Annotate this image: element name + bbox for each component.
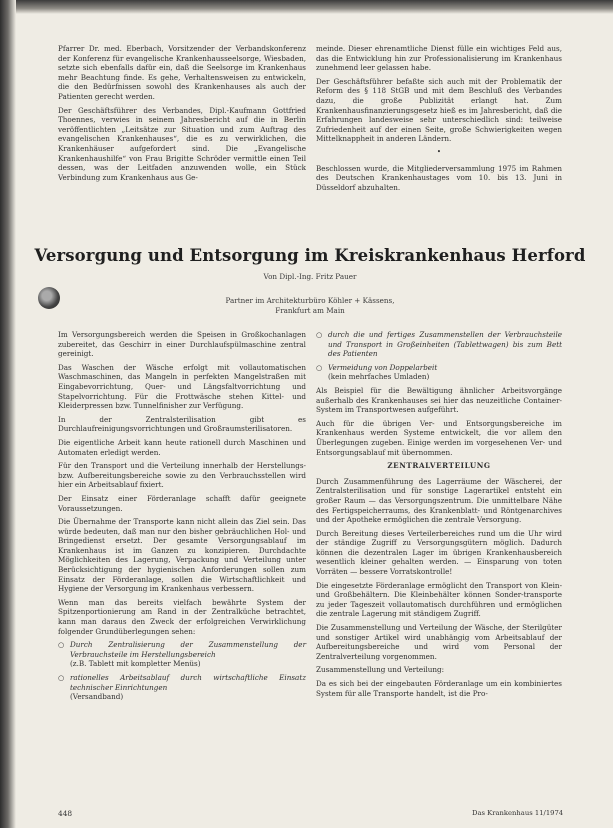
affiliation-line-1: Partner im Architekturbüro Köhler + Kässens, xyxy=(225,296,395,305)
main-left-paragraph-2: Das Waschen der Wäsche erfolgt mit vollautomatischen Waschmaschinen, das Mangeln in perfekten Mangelstraßen mit Eingabevorrichtung, Quer- und Längsfaltvorrichtung und Stapelvorrichtung. Für die Frottwäsche stehen Kittel- und Kleiderpressen bzw. Tunnelfinisher zur Verfügung. xyxy=(58,362,306,411)
list-item-text xyxy=(70,673,306,702)
list-item-main: durch die und fertiges Zusammenstellen der Verbrauchsteile und Transport in Großeinheiten (Tablettwagen) bis zum Bett des Patienten xyxy=(328,330,562,359)
section-paragraph-5: Da es sich bei der eingebauten Förderanlage um ein kombiniertes System für alle Transporte handelt, ist die Pro- xyxy=(316,679,562,698)
list-item xyxy=(58,640,306,669)
main-left-paragraph-5: Für den Transport und die Verteilung innerhalb der Herstellungs- bzw. Aufbereitungsbereiche sowie zu den Verbrauchsstellen wird hier ein Arbeitsablauf fixiert. xyxy=(58,461,306,490)
section-paragraph-4: Die Zusammenstellung und Verteilung der Wäsche, der Sterilgüter und sonstiger Artikel wird unabhängig vom Arbeitsablauf der Aufbereitungsbereiche und wird vom Personal der Zentralverteilung vorgenommen. xyxy=(316,623,562,661)
subheading: Zusammenstellung und Verteilung: xyxy=(316,665,445,675)
main-right-column xyxy=(316,330,562,702)
main-left-paragraph-7: Die Übernahme der Transporte kann nicht allein das Ziel sein. Das würde bedeuten, daß man nur den bisher gebräuchlichen Hol- und Bringedienst ersetzt. Der gesamte Versorgungsablauf im Krankenhaus ist im Ganzen zu konzipieren. Durchdachte Möglichkeiten des Lagerung, Verpackung und Verteilung unter Berücksichtigung der hygienischen Anforderungen sollen zum Einsatz der Förderanlage, sollen die Wirtschaftlichkeit und Hygiene der Versorgung im Krankenhaus verbessern. xyxy=(58,517,306,594)
section-paragraph-1: Durch Zusammenführung des Lagerräume der Wäscherei, der Zentralsterilisation und für sonstige Lagerartikel entsteht ein großer Raum — das Versorgungszentrum. Die unmittelbare Nähe des Fertigspeicherraums, des Krankenblatt- und Röntgenarchives und der Apotheke ermöglichen die zentrale Versorgung. xyxy=(316,476,562,525)
top-left-paragraph-2: Der Geschäftsführer des Verbandes, Dipl.-Kaufmann Gottfried Thoennes, verwies in seinem Jahresbericht auf die in Berlin veröffentlichten „Leitsätze zur Situation und zum Auftrag des evangelischen Krankenhauses“, die es zu verwirklichen, die Krankenhäuser aufgefordert sind. Die „Evangelische Krankenhaushilfe“ von Frau Brigitte Schröder vermittle einen Teil dessen, was der Leitfaden anzuwenden wolle, ein Stück Verbindung zum Krankenhaus aus Ge- xyxy=(58,105,306,182)
list-item-sub: (z.B. Tablett mit kompletter Menüs) xyxy=(70,659,201,669)
affiliation-line-2: Frankfurt am Main xyxy=(275,306,345,315)
page-number: 448 xyxy=(58,809,73,818)
list-item-text xyxy=(328,363,562,382)
list-item xyxy=(58,673,306,702)
list-item-sub: (Versandband) xyxy=(70,692,124,702)
list-item xyxy=(316,363,562,382)
top-right-paragraph-1: meinde. Dieser ehrenamtliche Dienst fülle ein wichtiges Feld aus, das die Entwicklung hin zur Professionalisierung im Krankenhaus zunehmend leer gelassen habe. xyxy=(316,44,562,73)
top-right-closing: Beschlossen wurde, die Mitgliederversammlung 1975 im Rahmen des Deutschen Krankenhaustages vom 10. bis 13. Juni in Düsseldorf abzuhalten. xyxy=(316,163,562,192)
journal-footer: Das Krankenhaus 11/1974 xyxy=(472,809,564,817)
list-item-main: Vermeidung von Doppelarbeit xyxy=(328,362,438,372)
top-right-column xyxy=(316,44,562,196)
top-left-paragraph-1: Pfarrer Dr. med. Eberbach, Vorsitzender der Verbandskonferenz der Konferenz für evangelische Krankenhausseelsorge, Wiesbaden, setzte sich ebenfalls dafür ein, daß die Seelsorge im Krankenhaus mehr Beachtung finde. Es gehe, Verhaltensweisen zu entwickeln, die den Bedürfnissen sowohl des Krankenhauses als auch der Patienten gerecht werden. xyxy=(58,44,306,101)
list-item-text xyxy=(70,640,306,669)
list-item-sub: (kein mehrfaches Umladen) xyxy=(328,372,430,382)
top-right-paragraph-2: Der Geschäftsführer befaßte sich auch mit der Problematik der Reform des § 118 StGB und mit dem Beschluß des Verbandes dazu, die große Publizität erlangt hat. Zum Krankenhausfinanzierungsgesetz hieß es im Jahresbericht, daß die Erfahrungen landesweise sehr unterschiedlich sind: teilweise Zufriedenheit auf der einen Seite, große Schwierigkeiten wegen Mittelknappheit in anderen Ländern. xyxy=(316,76,562,144)
scan-edge-top xyxy=(0,0,613,14)
article-byline: Von Dipl.-Ing. Fritz Pauer xyxy=(263,272,357,281)
main-left-column xyxy=(58,330,306,706)
author-affiliation xyxy=(40,296,580,316)
main-left-paragraph-3: In der Zentralsterilisation gibt es Durchlaufreinigungsvorrichtungen und Großraumsterilisatoren. xyxy=(58,414,306,434)
list-item-main: rationelles Arbeitsablauf durch wirtschaftliche Einsatz technischer Einrichtungen xyxy=(70,673,306,692)
list-item xyxy=(316,330,562,359)
main-left-paragraph-8: Wenn man das bereits vielfach bewährte System der Spitzenportionierung am Rand in der Zentralküche betrachtet, kann man daraus den Zweck der erfolgreichen Verwirklichung folgender Grundüberlegungen sehen: xyxy=(58,597,306,636)
bullet-circle-icon: ○ xyxy=(58,673,65,682)
main-right-paragraph-1: Als Beispiel für die Bewältigung ähnlicher Arbeitsvorgänge außerhalb des Krankenhauses sei hier das neuzeitliche Container-System im Transportwesen aufgeführt. xyxy=(316,385,562,415)
section-paragraph-3: Die eingesetzte Förderanlage ermöglicht den Transport von Klein- und Großbehältern. Die Kleinbehälter können Sonder-transporte zu jeder Tageszeit vollautomatisch durchführen und ermöglichen die zentrale Lagerung mit ständigem Zugriff. xyxy=(316,580,562,619)
main-left-paragraph-4: Die eigentliche Arbeit kann heute rationell durch Maschinen und Automaten erledigt werden. xyxy=(58,437,306,457)
list-item-main: Durch Zentralisierung der Zusammenstellung der Verbrauchsteile im Herstellungsbereich xyxy=(70,640,306,659)
main-left-paragraph-1: Im Versorgungsbereich werden die Speisen in Großkochanlagen zubereitet, das Geschirr in einer Durchlaufspülmaschine zentral gereinigt. xyxy=(58,330,306,359)
separator-dot: • xyxy=(436,147,442,156)
bullet-circle-icon: ○ xyxy=(58,640,65,650)
top-left-column xyxy=(58,44,306,186)
main-left-paragraph-6: Der Einsatz einer Förderanlage schafft dafür geeignete Voraussetzungen. xyxy=(58,493,306,513)
scan-edge-left xyxy=(0,0,16,828)
section-heading: ZENTRALVERTEILUNG xyxy=(387,461,491,471)
bullet-circle-icon: ○ xyxy=(316,362,323,372)
article-title: Versorgung und Entsorgung im Kreiskrankenhaus Herford xyxy=(34,246,586,265)
main-right-paragraph-2: Auch für die übrigen Ver- und Entsorgungsbereiche im Krankenhaus werden Systeme entwickelt, die vor allem den Überlegungen zugeben. Einige werden im vorgesehenen Ver- und Entsorgungsablauf mit übernommen. xyxy=(316,418,562,457)
section-paragraph-2: Durch Bereitung dieses Verteilerbereiches rund um die Uhr wird der ständige Zugriff zu Versorgungsgütern möglich. Dadurch können die dezentralen Lager im übrigen Krankenhausbereich wesentlich kleiner gehalten werden. — Einsparung von toten Vorräten — bessere Vorratskontrolle! xyxy=(316,528,562,577)
bullet-circle-icon: ○ xyxy=(316,330,323,339)
